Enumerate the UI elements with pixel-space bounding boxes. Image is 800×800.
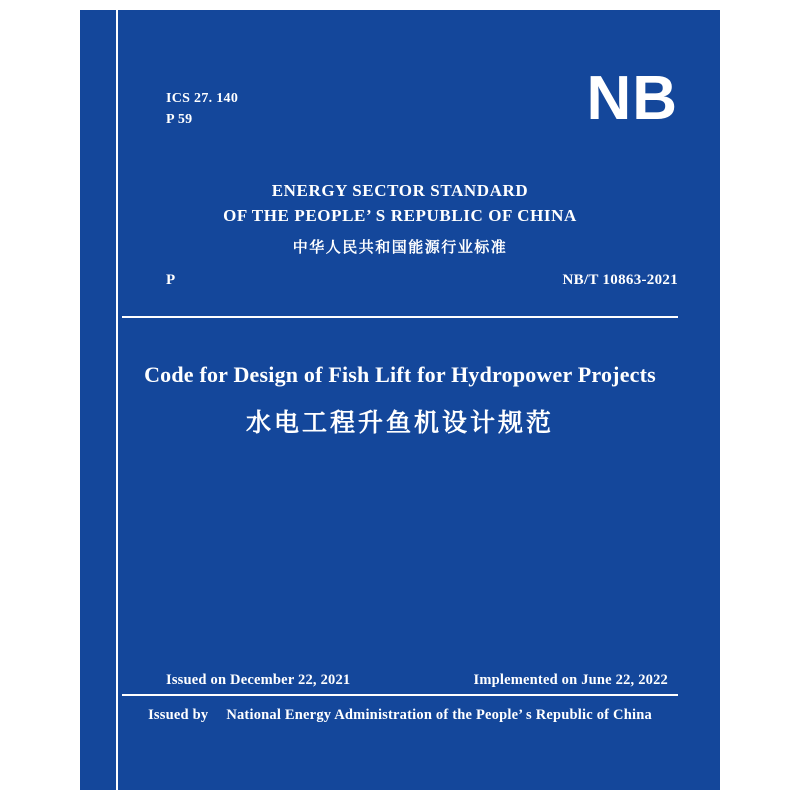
issued-by-label: Issued by [148,707,209,723]
issued-by-row [120,707,680,724]
issued-by-organization: National Energy Administration of the People’ s Republic of China [226,707,652,723]
dates-row [166,672,668,689]
implemented-date: Implemented on June 22, 2022 [473,672,668,688]
standard-cover [80,10,720,790]
standard-line-1: ENERGY SECTOR STANDARD [271,181,529,200]
nb-logo: NB [586,64,678,133]
title-chinese: 水电工程升鱼机设计规范 [245,408,554,437]
ics-block [166,88,238,130]
standard-org-heading [80,178,720,258]
divider-top [122,316,678,318]
classification-letter: P [166,272,176,288]
issued-date: Issued on December 22, 2021 [166,672,351,688]
document-title [120,360,680,440]
title-english: Code for Design of Fish Lift for Hydropower Projects [144,362,656,387]
divider-bottom [122,694,678,696]
cover-spine-line [116,10,118,790]
category-code: P 59 [166,112,193,127]
standard-code-row [166,272,678,289]
ics-number: ICS 27. 140 [166,91,239,106]
standard-number: NB/T 10863-2021 [562,272,678,288]
standard-line-2: OF THE PEOPLE’ S REPUBLIC OF CHINA [223,206,577,225]
standard-line-chinese: 中华人民共和国能源行业标准 [292,238,508,256]
